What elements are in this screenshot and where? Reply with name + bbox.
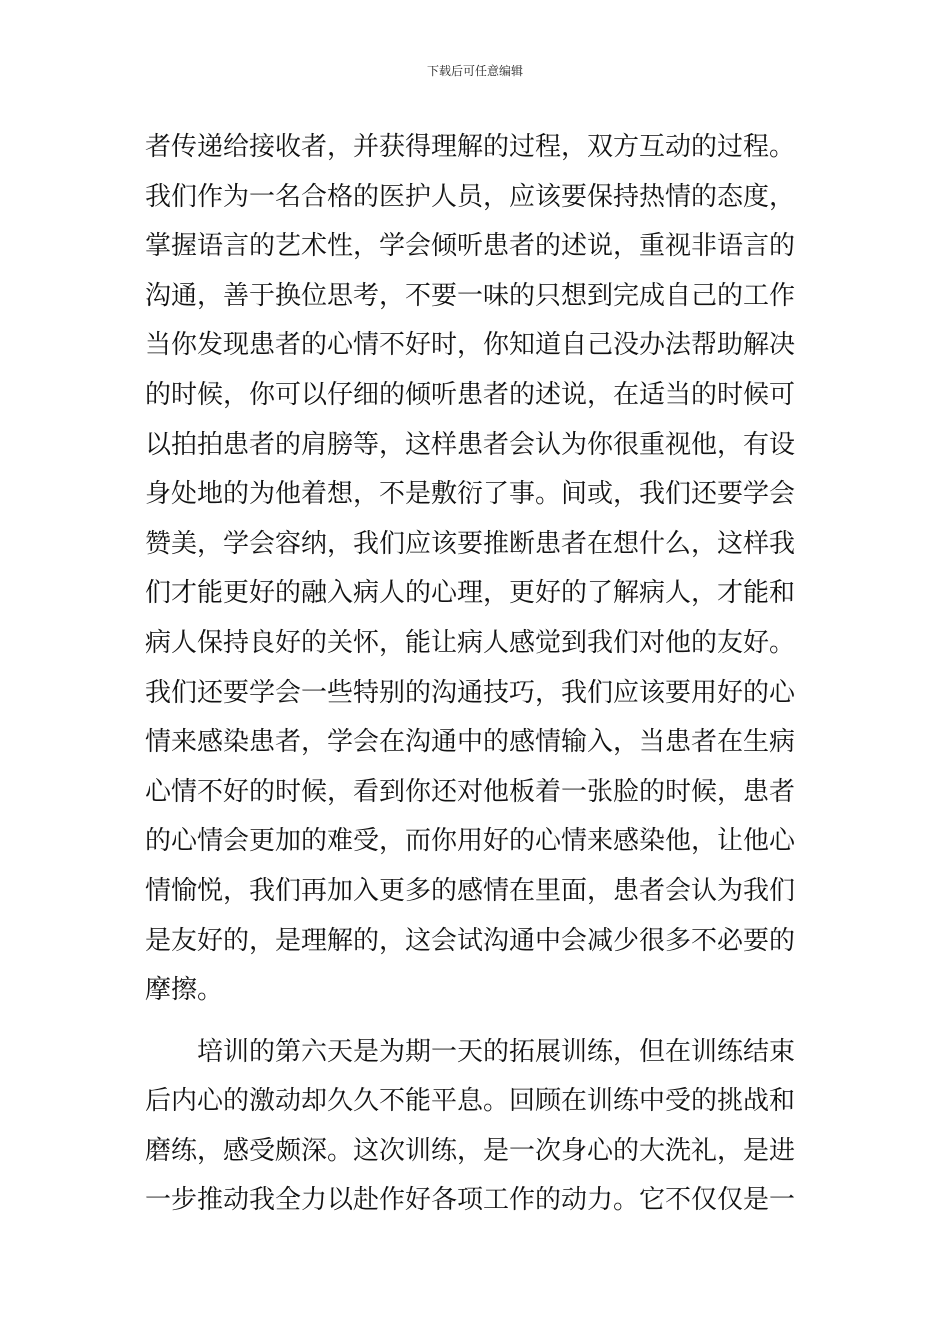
text-line: 病人保持良好的关怀，能让病人感觉到我们对他的友好。 <box>145 627 796 658</box>
text-line: 以拍拍患者的肩膀等，这样患者会认为你很重视他，有设 <box>145 429 796 460</box>
text-line: 当你发现患者的心情不好时，你知道自己没办法帮助解决 <box>145 330 796 361</box>
text-line: 情来感染患者，学会在沟通中的感情输入，当患者在生病 <box>145 727 796 758</box>
text-line: 的时候，你可以仔细的倾听患者的述说，在适当的时候可 <box>145 379 796 410</box>
text-line: 情愉悦，我们再加入更多的感情在里面，患者会认为我们 <box>145 875 796 906</box>
text-line: 是友好的，是理解的，这会试沟通中会减少很多不必要的 <box>145 925 796 956</box>
text-line: 者传递给接收者，并获得理解的过程，双方互动的过程。 <box>145 132 796 162</box>
document-body <box>145 123 810 1226</box>
text-line: 沟通，善于换位思考，不要一味的只想到完成自己的工作 <box>145 280 796 311</box>
paragraph <box>145 1028 810 1226</box>
paragraph <box>145 123 810 1016</box>
text-line: 的心情会更加的难受，而你用好的心情来感染他，让他心 <box>145 826 796 857</box>
text-line: 身处地的为他着想，不是敷衍了事。间或，我们还要学会 <box>145 479 796 510</box>
paragraph-gap <box>145 1016 810 1028</box>
text-line: 一步推动我全力以赴作好各项工作的动力。它不仅仅是一 <box>145 1185 796 1216</box>
page-header: 下载后可任意编辑 <box>426 64 523 78</box>
text-line: 心情不好的时候，看到你还对他板着一张脸的时候，患者 <box>145 776 796 807</box>
text-line: 赞美，学会容纳，我们应该要推断患者在想什么，这样我 <box>145 528 796 559</box>
text-line: 后内心的激动却久久不能平息。回顾在训练中受的挑战和 <box>145 1086 796 1117</box>
text-line: 摩擦。 <box>145 975 224 1006</box>
text-line: 培训的第六天是为期一天的拓展训练，但在训练结束 <box>197 1036 796 1067</box>
text-line: 掌握语言的艺术性，学会倾听患者的述说，重视非语言的 <box>145 231 796 262</box>
text-line: 我们作为一名合格的医护人员，应该要保持热情的态度， <box>145 181 796 212</box>
text-line: 磨练，感受颇深。这次训练，是一次身心的大洗礼，是进 <box>145 1135 796 1166</box>
text-line: 我们还要学会一些特别的沟通技巧，我们应该要用好的心 <box>145 677 796 708</box>
text-line: 们才能更好的融入病人的心理，更好的了解病人，才能和 <box>145 578 796 609</box>
